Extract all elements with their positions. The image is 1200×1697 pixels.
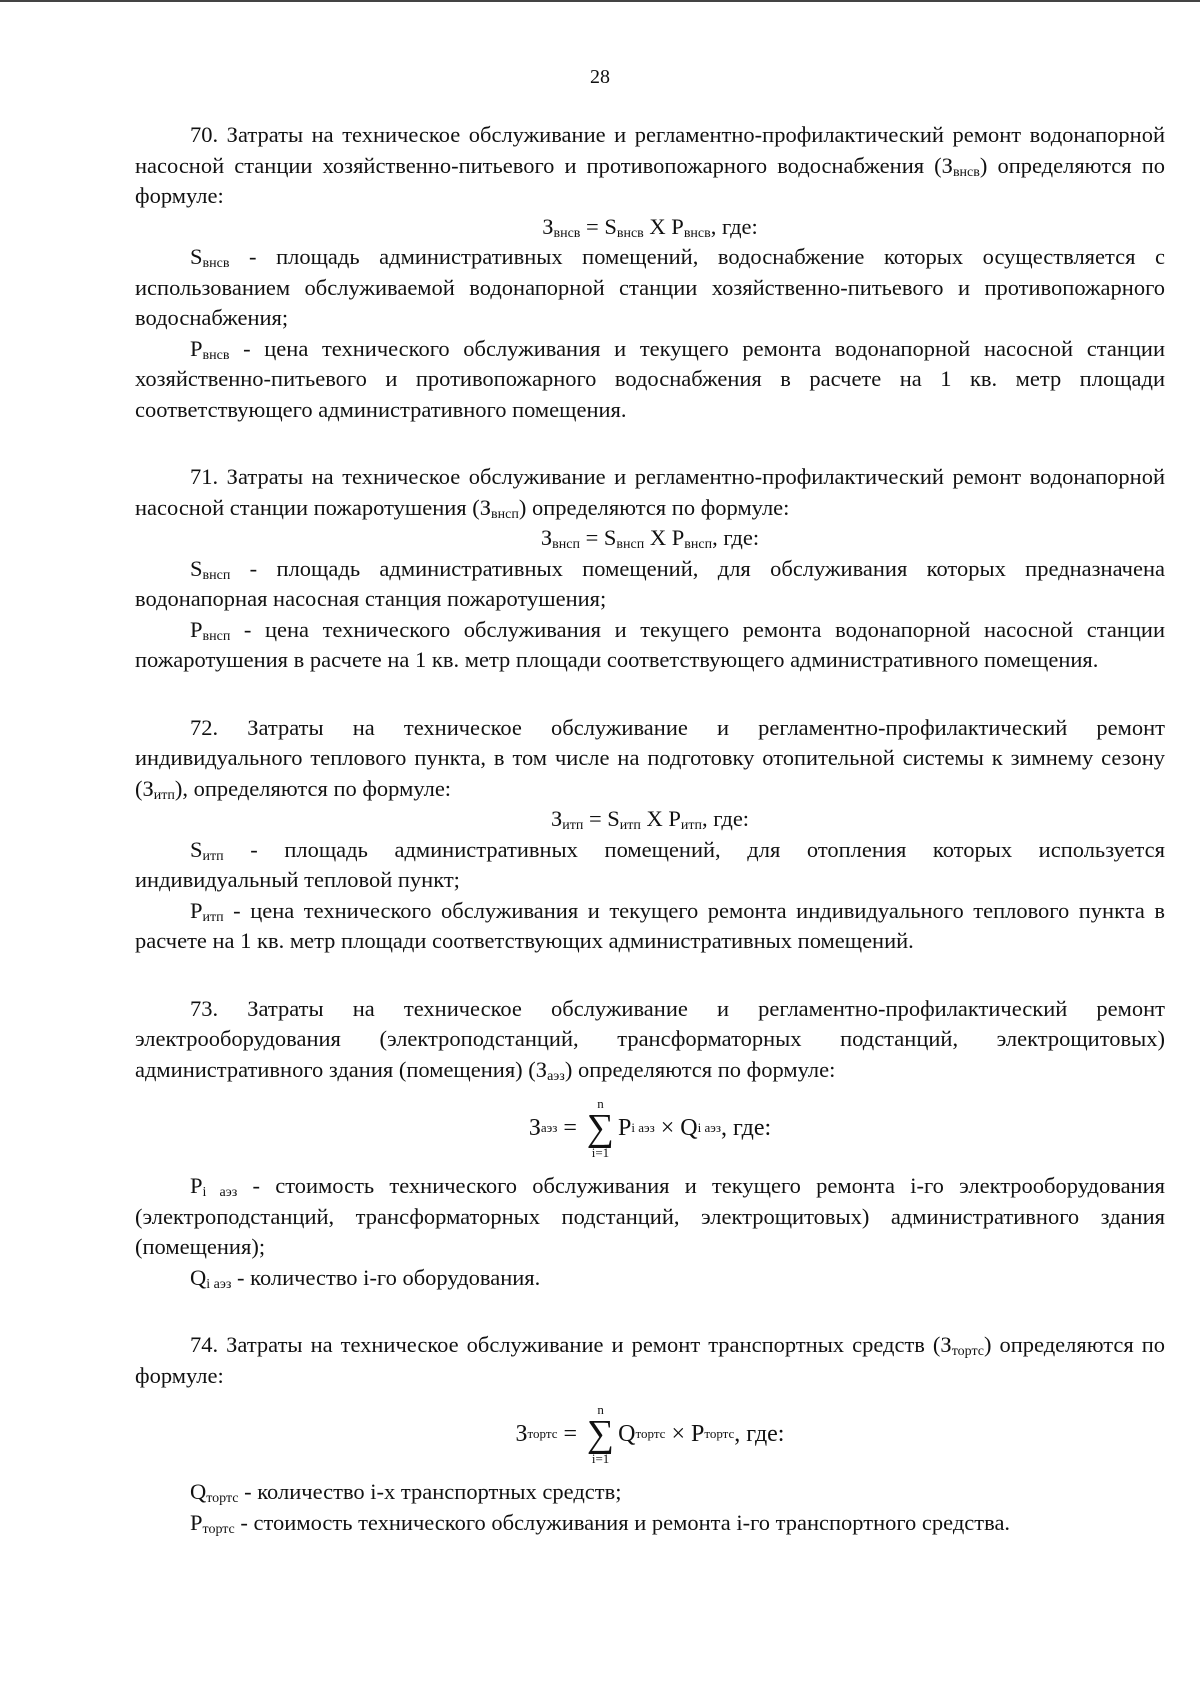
- equals-sign: =: [563, 1420, 578, 1447]
- definition-s: $S_{внсп}$ - площадь административных помещений, для обслуживания которых предназначена водонапорная насосная станция пожаротушения;: [135, 555, 1165, 611]
- definition-s: $S_{внсв}$ - площадь административных помещений, водоснабжение которых осуществляется с использованием обслуживаемой водонапорной станции хозяйственно-питьевого и противопожарного водоснабжения;: [135, 244, 1165, 330]
- definition-p: $P_{внсп}$ - цена технического обслуживания и текущего ремонта водонапорной насосной станции пожаротушения в расчете на 1 кв. метр площади соответствующего административного помещения.: [135, 616, 1165, 672]
- definition-p: $P_{внсв}$ - цена технического обслуживания и текущего ремонта водонапорной насосной станции хозяйственно-питьевого и противопожарного водоснабжения в расчете на 1 кв. метр площади соответствующего административного помещения.: [135, 335, 1165, 422]
- section-intro: 71. Затраты на техническое обслуживание и регламентно-профилактический ремонт водонапорной насосной станции пожаротушения $(З_{внсп})$ определяются по формуле:: [135, 464, 1165, 522]
- section-intro: 73. Затраты на техническое обслуживание и регламентно-профилактический ремонт электрооборудования (электроподстанций, трансформаторных подстанций, электрощитовых) административного здания (помещения) $(З_{аэз})$ определяются по формуле:: [135, 995, 1165, 1084]
- formula: $З_{итп} = S_{итп}$ X $P_{итп}$, где:: [550, 806, 750, 833]
- section-74: [135, 1330, 1165, 1538]
- section-72: [135, 713, 1165, 957]
- section-70: [135, 120, 1165, 425]
- section-73: [135, 994, 1165, 1294]
- section-intro: 72. Затраты на техническое обслуживание и регламентно-профилактический ремонт индивидуального теплового пункта, в том числе на подготовку отопительной системы к зимнему сезону $(З_{итп})$, определяются по формуле:: [135, 714, 1165, 803]
- sigma-icon: n ∑ i=1: [586, 1096, 614, 1160]
- page-number: 28: [590, 66, 610, 88]
- formula: $З_{внсп} = S_{внсп}$ X $P_{внсп}$, где:: [540, 525, 760, 552]
- summation-formula: З тортс = n ∑ i=1 Q тортс × P тортс , где:: [515, 1402, 785, 1466]
- document-body: [135, 120, 1165, 1575]
- definition-p: $P_{итп}$ - цена технического обслуживания и текущего ремонта индивидуального теплового пункта в расчете на 1 кв. метр площади соответствующих административных помещений.: [135, 897, 1165, 953]
- summation-formula: З аэз = n ∑ i=1 P i аэз × Q i аэз , где:: [528, 1096, 772, 1160]
- sigma-icon: n ∑ i=1: [587, 1402, 615, 1466]
- definition-s: $S_{итп}$ - площадь административных помещений, для отопления которых используется индивидуальный тепловой пункт;: [135, 836, 1165, 892]
- section-intro: 70. Затраты на техническое обслуживание и регламентно-профилактический ремонт водонапорной насосной станции хозяйственно-питьевого и противопожарного водоснабжения $(З_{внсв})$ определяются по формуле:: [135, 122, 1166, 208]
- definition-p: $P_{i аэз}$ - стоимость технического обслуживания и текущего ремонта i-го электрооборудования (электроподстанций, трансформаторных подстанций, электрощитовых) административного здания (помещения);: [135, 1173, 1165, 1259]
- scan-top-edge: [0, 0, 1200, 2]
- formula: $З_{внсв} = S_{внсв}$ X $P_{внсв}$, где:: [542, 213, 758, 241]
- section-71: [135, 462, 1165, 676]
- equals-sign: =: [563, 1114, 577, 1141]
- definition-p: $P_{тортс}$ - стоимость технического обслуживания и ремонта i-го транспортного средства.: [190, 1509, 1011, 1537]
- definition-q: $Q_{i аэз}$ - количество i-го оборудования.: [190, 1264, 541, 1292]
- definition-q: $Q_{тортс}$ - количество i-х транспортных средств;: [190, 1479, 622, 1506]
- section-intro: 74. Затраты на техническое обслуживание и ремонт транспортных средств $(З_{тортс})$ определяются по формуле:: [135, 1332, 1166, 1388]
